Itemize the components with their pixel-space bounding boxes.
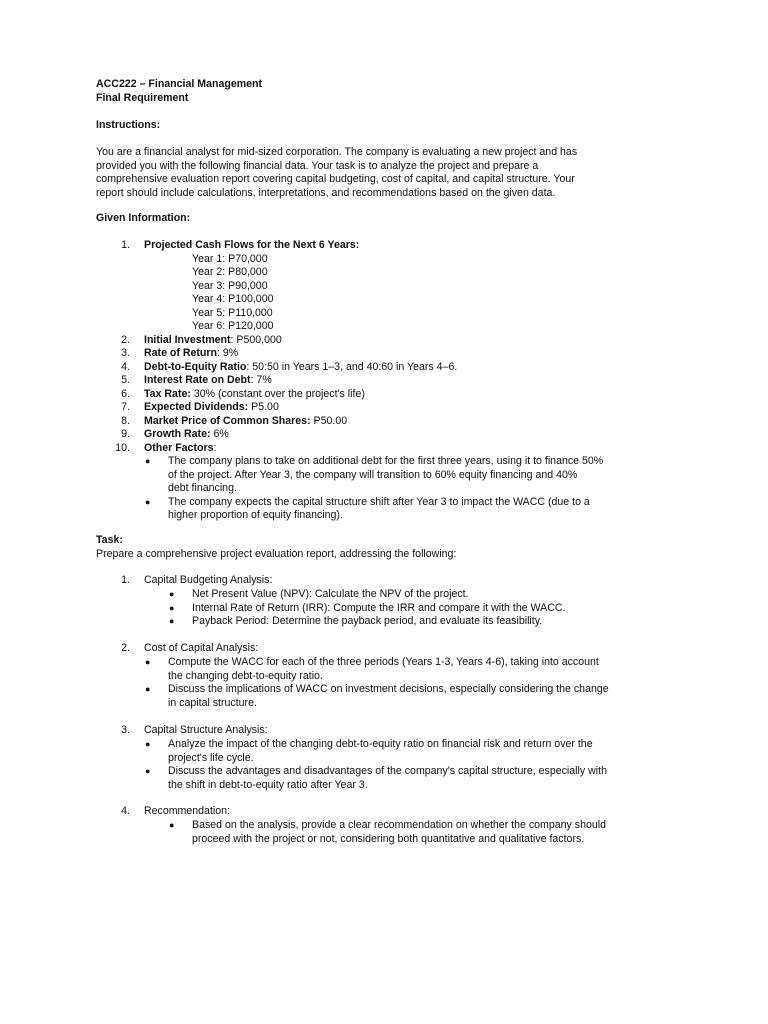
list-number: 10. — [115, 441, 130, 454]
given-item-market-price — [144, 415, 347, 429]
bullet-icon: ● — [169, 589, 175, 599]
section-title-capital-budgeting: Capital Budgeting Analysis: — [144, 574, 273, 586]
instructions-line: comprehensive evaluation report covering capital budgeting, cost of capital, and capital structure. Your — [96, 173, 575, 185]
given-item-other-factors — [144, 442, 216, 456]
section-title-cost-of-capital: Cost of Capital Analysis: — [144, 642, 259, 654]
task-bullet-line: proceed with the project or not, considering both quantitative and qualitative factors. — [192, 832, 585, 845]
given-item-label: Initial Investment — [144, 333, 231, 346]
bullet-icon: ● — [145, 684, 151, 694]
given-item-value: : 7% — [250, 374, 272, 386]
cash-flow-year: Year 2: P80,000 — [192, 266, 268, 278]
given-item-value: : P500,000 — [230, 333, 282, 346]
instructions-line: You are a financial analyst for mid-sized corporation. The company is evaluating a new project and has — [96, 146, 578, 158]
given-item-value: : 50:50 in Years 1–3, and 40:60 in Years 4–6. — [246, 360, 458, 373]
given-item-rate-of-return — [144, 347, 238, 361]
instructions-heading: Instructions: — [96, 119, 161, 131]
bullet-icon: ● — [145, 496, 151, 507]
given-item-dividends — [144, 401, 279, 415]
other-factor-line: debt financing. — [168, 482, 237, 494]
list-number: 3. — [121, 724, 130, 736]
given-item-interest-rate — [144, 374, 272, 388]
task-bullet-line: Net Present Value (NPV): Calculate the NPV of the project. — [192, 588, 469, 600]
list-number: 4. — [121, 805, 130, 817]
task-heading: Task: — [96, 534, 123, 546]
bullet-icon: ● — [145, 657, 151, 667]
given-item-label: Other Factors — [144, 441, 214, 454]
task-bullet-line: Based on the analysis, provide a clear recommendation on whether the company should — [192, 819, 606, 831]
cash-flows-title: Projected Cash Flows for the Next 6 Years: — [144, 239, 360, 251]
list-number: 2. — [121, 333, 130, 346]
task-bullet-line: Discuss the implications of WACC on investment decisions, especially considering the change — [168, 683, 609, 695]
bullet-icon: ● — [145, 739, 151, 749]
section-title-recommendation: Recommendation: — [144, 805, 230, 817]
list-number: 5. — [121, 374, 130, 386]
task-bullet-line: project's life cycle. — [168, 751, 254, 764]
given-heading: Given Information: — [96, 212, 191, 224]
given-item-label: Debt-to-Equity Ratio — [144, 360, 247, 373]
given-item-value: 6% — [210, 428, 229, 440]
task-bullet-line: the changing debt-to-equity ratio. — [168, 669, 323, 682]
list-number: 1. — [121, 239, 130, 251]
list-number: 3. — [121, 347, 130, 359]
list-number: 2. — [121, 642, 130, 654]
given-item-label: Expected Dividends: — [144, 401, 249, 413]
instructions-line: report should include calculations, interpretations, and recommendations based on the given data. — [96, 186, 556, 199]
cash-flow-year: Year 4: P100,000 — [192, 293, 274, 305]
task-bullet-line: Internal Rate of Return (IRR): Compute the IRR and compare it with the WACC. — [192, 601, 566, 614]
list-number: 1. — [121, 574, 130, 586]
list-number: 6. — [121, 387, 130, 400]
course-title: ACC222 – Financial Management — [96, 78, 263, 90]
given-item-tax-rate — [144, 388, 365, 402]
given-item-value: P5.00 — [248, 401, 279, 413]
given-item-debt-equity — [144, 361, 457, 375]
cash-flow-year: Year 5: P110,000 — [192, 306, 273, 319]
other-factor-line: The company expects the capital structure shift after Year 3 to impact the WACC (due to a — [168, 495, 590, 508]
given-item-label: Growth Rate: — [144, 428, 211, 440]
task-bullet-line: Payback Period: Determine the payback period, and evaluate its feasibility. — [192, 615, 543, 627]
given-item-value: : — [213, 441, 217, 454]
other-factor-line: The company plans to take on additional debt for the first three years, using it to finance 50% — [168, 455, 604, 467]
list-number: 9. — [121, 428, 130, 440]
task-bullet-line: the shift in debt-to-equity ratio after Year 3. — [168, 778, 368, 791]
task-bullet-line: Compute the WACC for each of the three periods (Years 1-3, Years 4-6), taking into account — [168, 656, 599, 668]
bullet-icon: ● — [145, 766, 151, 776]
document-subtitle: Final Requirement — [96, 92, 189, 104]
given-item-label: Interest Rate on Debt — [144, 374, 251, 386]
cash-flow-year: Year 6: P120,000 — [192, 320, 274, 332]
bullet-icon: ● — [169, 616, 175, 626]
given-item-label: Rate of Return — [144, 347, 217, 359]
given-item-growth-rate — [144, 428, 229, 442]
cash-flow-year: Year 3: P90,000 — [192, 279, 268, 292]
cash-flow-year: Year 1: P70,000 — [192, 252, 268, 265]
list-number: 4. — [121, 360, 130, 373]
bullet-icon: ● — [169, 820, 175, 830]
task-bullet-line: Discuss the advantages and disadvantages of the company's capital structure, especially with — [168, 765, 607, 777]
bullet-icon: ● — [145, 456, 151, 466]
section-title-capital-structure: Capital Structure Analysis: — [144, 724, 268, 736]
given-item-initial-investment — [144, 334, 282, 348]
list-number: 8. — [121, 414, 130, 427]
given-item-value: : 9% — [216, 347, 239, 359]
given-item-value: P50.00 — [310, 414, 348, 427]
task-bullet-line: Analyze the impact of the changing debt-to-equity ratio on financial risk and return over the — [168, 738, 593, 750]
given-item-label: Tax Rate: — [144, 387, 191, 400]
instructions-line: provided you with the following financial data. Your task is to analyze the project and prepare a — [96, 159, 539, 172]
task-bullet-line: in capital structure. — [168, 696, 257, 709]
other-factor-line: higher proportion of equity financing). — [168, 509, 343, 521]
list-number: 7. — [121, 401, 130, 413]
other-factor-line: of the project. After Year 3, the company will transition to 60% equity financing and 40% — [168, 468, 578, 481]
given-item-label: Market Price of Common Shares: — [144, 414, 311, 427]
bullet-icon: ● — [169, 602, 175, 613]
given-item-value: 30% (constant over the project's life) — [190, 387, 365, 400]
task-intro: Prepare a comprehensive project evaluation report, addressing the following: — [96, 547, 457, 560]
